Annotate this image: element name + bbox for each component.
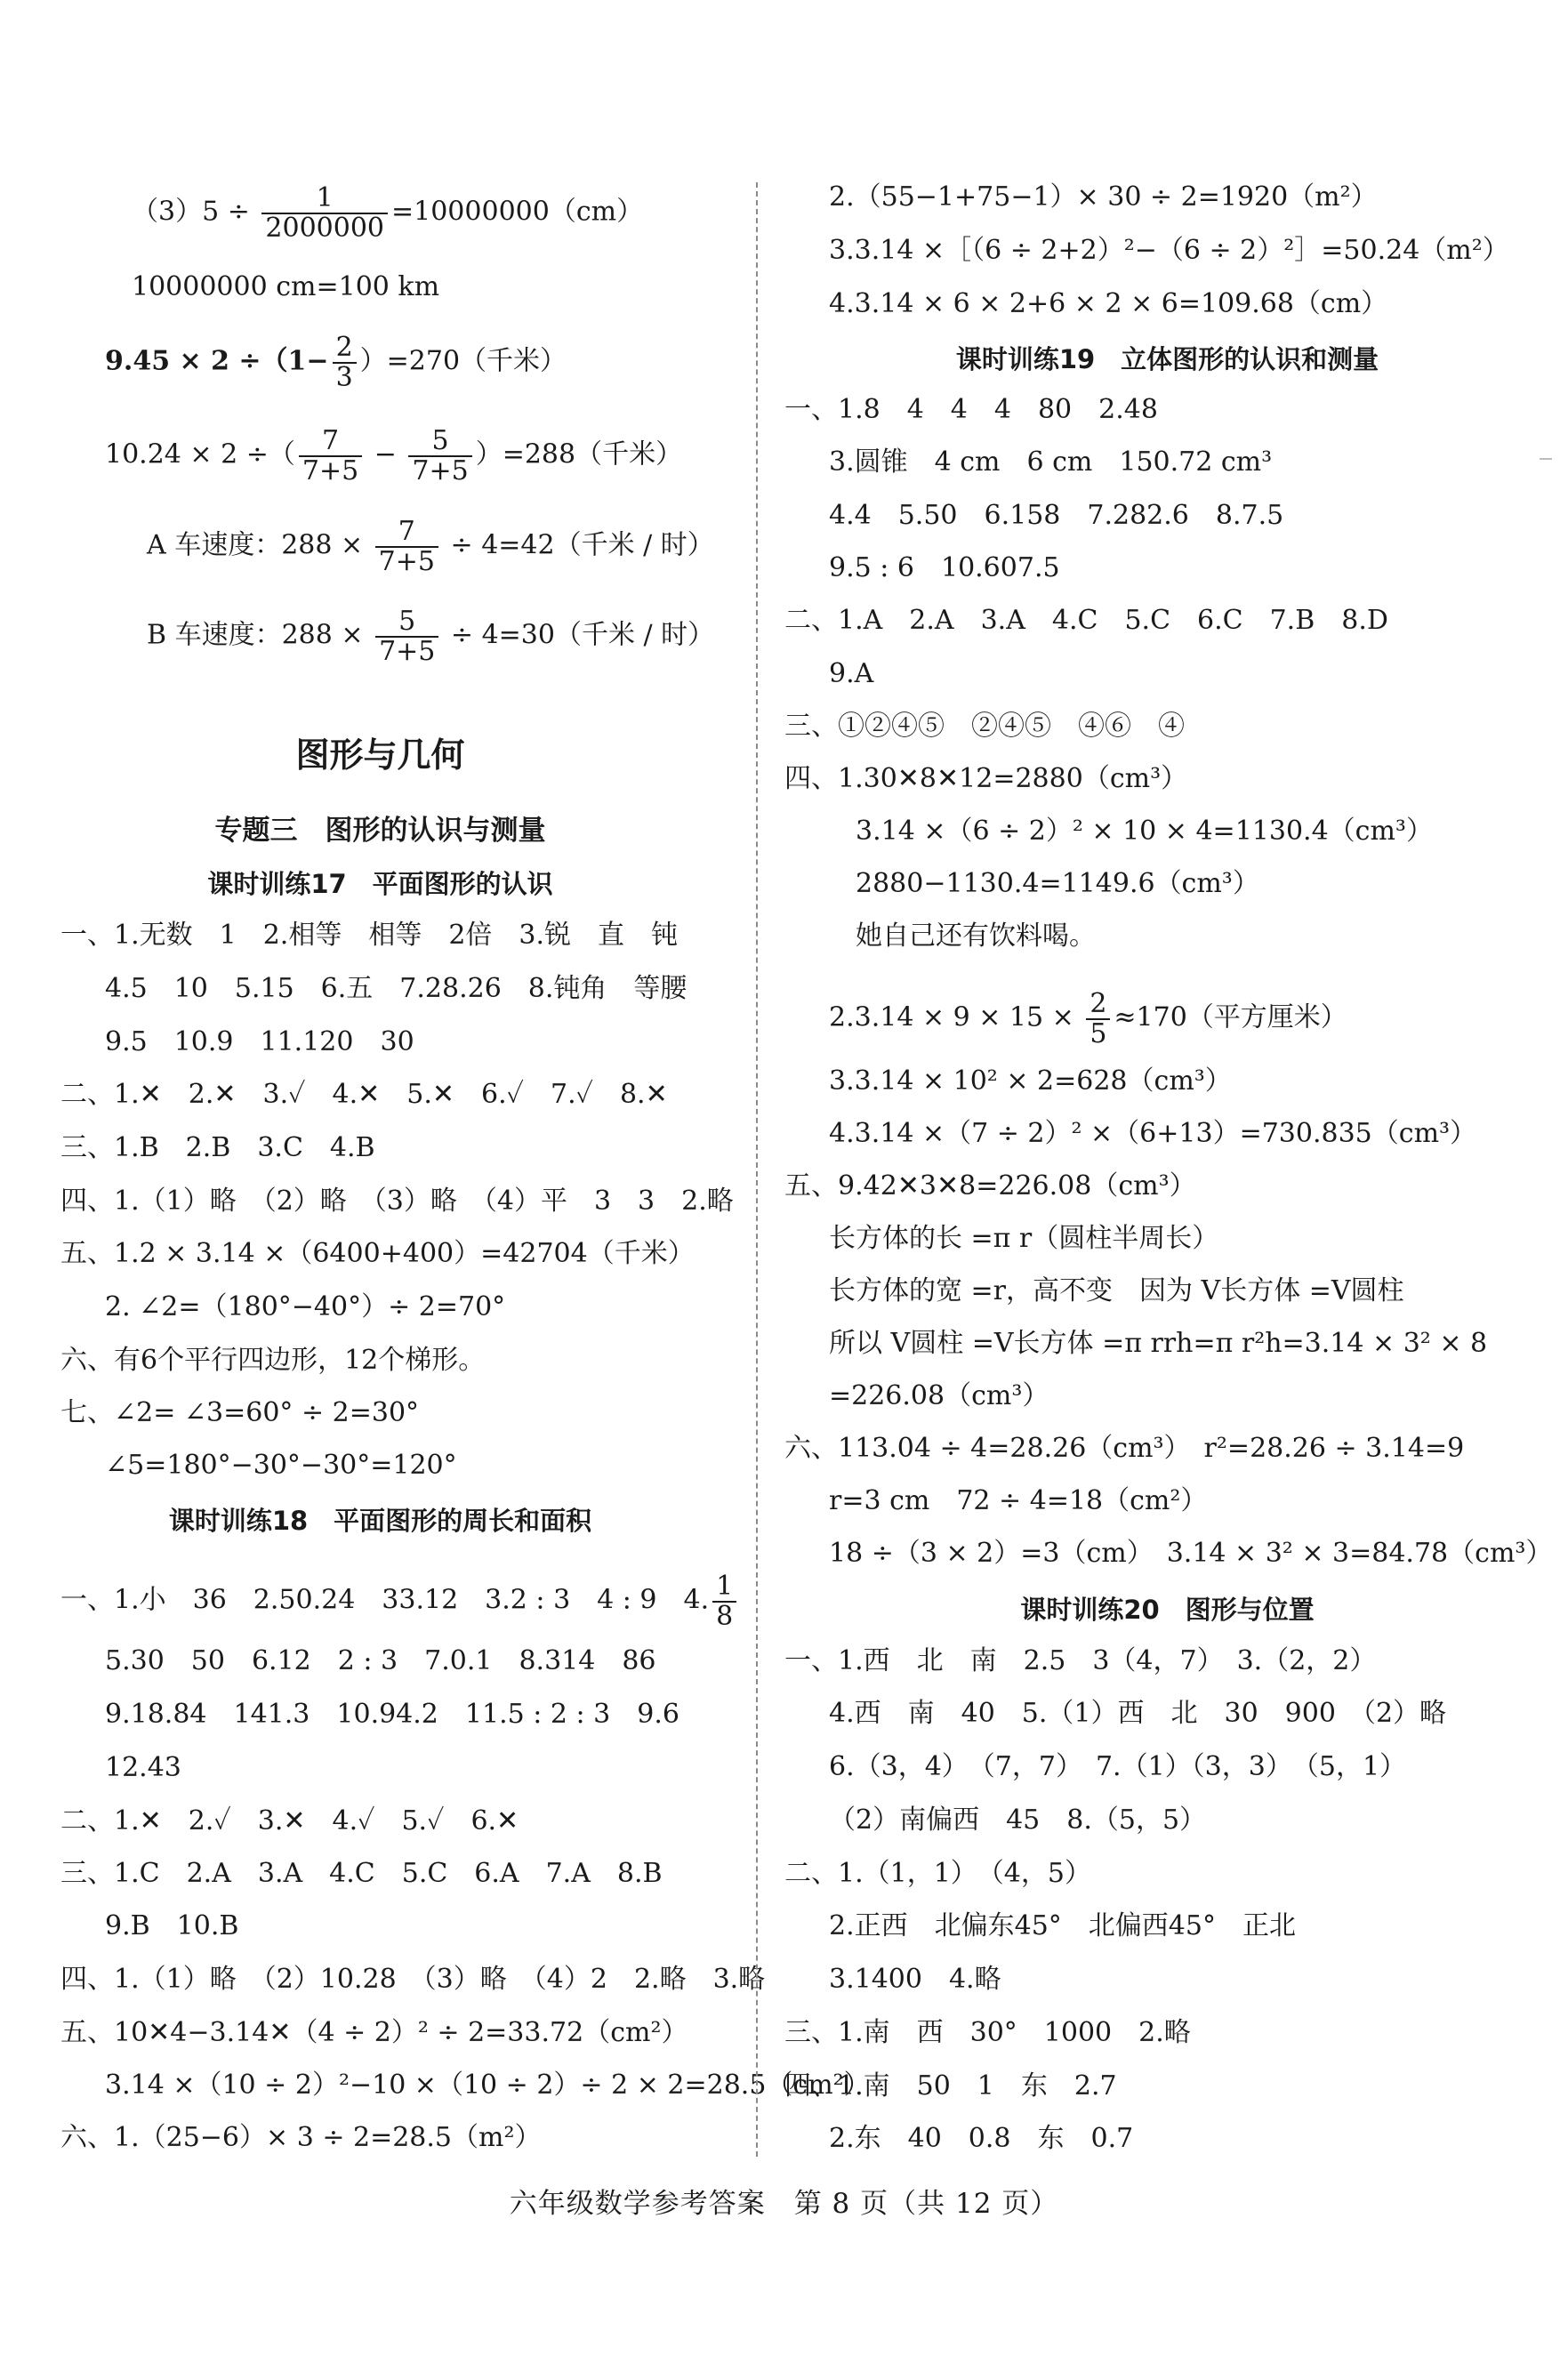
lesson-19-line: 3.14 ×（6 ÷ 2）² × 10 × 4=1130.4（cm³） bbox=[856, 816, 1433, 847]
lesson-18-line: 9.18.84 141.3 10.94.2 11.5 : 2 : 3 9.6 bbox=[105, 1699, 679, 1730]
lesson-19-fraction-prefix: 2.3.14 × 9 × 15 × bbox=[829, 1001, 1083, 1033]
lesson-18-line: 5.30 50 6.12 2 : 3 7.0.1 8.314 86 bbox=[105, 1645, 656, 1676]
lesson-18-line: 12.43 bbox=[105, 1752, 181, 1783]
lesson-17-line: ∠5=180°−30°−30°=120° bbox=[105, 1450, 457, 1481]
lesson-20-line: 2.正西 北偏东45° 北偏西45° 正北 bbox=[829, 1910, 1296, 1941]
answer-9-suffix: ）=270（千米） bbox=[359, 345, 567, 377]
lesson-17-line: 七、∠2= ∠3=60° ÷ 2=30° bbox=[60, 1397, 420, 1428]
lesson-18-title: 课时训练18 平面图形的周长和面积 bbox=[168, 1506, 592, 1536]
lesson-17-line: 四、1.（1）略 （2）略 （3）略 （4）平 3 3 2.略 bbox=[60, 1186, 734, 1217]
lesson-20-line: 一、1.西 北 南 2.5 3（4，7） 3.（2，2） bbox=[784, 1645, 1377, 1676]
page-footer: 六年级数学参考答案 第 8 页（共 12 页） bbox=[509, 2188, 1059, 2220]
lesson-17-line: 五、1.2 × 3.14 ×（6400+400）=42704（千米） bbox=[60, 1238, 695, 1269]
a-speed-prefix: A 车速度：288 × bbox=[147, 529, 372, 561]
lesson-19-line: 五、9.42✕3✕8=226.08（cm³） bbox=[784, 1170, 1196, 1202]
fraction: $\frac{7}{7+5}$ bbox=[299, 427, 362, 485]
lesson-19-line: 三、①②④⑤ ②④⑤ ④⑥ ④ bbox=[784, 711, 1185, 742]
b-speed-prefix: B 车速度：288 × bbox=[147, 619, 373, 651]
lesson-19-line: 4.4 5.50 6.158 7.282.6 8.7.5 bbox=[829, 500, 1284, 531]
scan-mark bbox=[1540, 458, 1552, 460]
topic-title: 专题三 图形的认识与测量 bbox=[214, 815, 546, 847]
lesson-17-line: 三、1.B 2.B 3.C 4.B bbox=[60, 1132, 375, 1163]
answer-10 bbox=[105, 427, 682, 485]
a-speed-suffix: ÷ 4=42（千米 / 时） bbox=[441, 529, 714, 561]
lesson-19-fraction-line bbox=[829, 990, 1347, 1048]
lesson-20-line: 3.1400 4.略 bbox=[829, 1964, 1001, 1995]
lesson-18-line: 3.14 ×（10 ÷ 2）²−10 ×（10 ÷ 2）÷ 2 × 2=28.5（cm²） bbox=[105, 2070, 871, 2101]
lesson-20-line: 6.（3，4） （7，7） 7.（1）（3，3） （5，1） bbox=[829, 1751, 1407, 1782]
lesson-20-line: 四、1.南 50 1 东 2.7 bbox=[784, 2070, 1117, 2102]
lesson-19-line: 4.3.14 ×（7 ÷ 2）² ×（6+13）=730.835（cm³） bbox=[829, 1118, 1477, 1149]
fraction: $\frac{5}{7+5}$ bbox=[375, 607, 438, 665]
lesson-19-line: r=3 cm 72 ÷ 4=18（cm²） bbox=[829, 1485, 1208, 1516]
right-column bbox=[767, 0, 1568, 2170]
lesson-19-line: 18 ÷（3 × 2）=3（cm） 3.14 × 3² × 3=84.78（cm³） bbox=[829, 1538, 1553, 1569]
lesson-19-fraction-suffix: ≈170（平方厘米） bbox=[1114, 1001, 1347, 1033]
answer-line: 4.3.14 × 6 × 2+6 × 2 × 6=109.68（cm） bbox=[829, 288, 1388, 319]
fraction: $\frac{1}{2000000}$ bbox=[261, 184, 388, 242]
column-divider bbox=[756, 182, 758, 2157]
lesson-17-line: 一、1.无数 1 2.相等 相等 2倍 3.锐 直 钝 bbox=[60, 920, 679, 951]
answer-line: 2.（55−1+75−1）× 30 ÷ 2=1920（m²） bbox=[829, 181, 1378, 213]
calc3-prefix: （3）5 ÷ bbox=[132, 196, 259, 228]
lesson-20-line: 三、1.南 西 30° 1000 2.略 bbox=[784, 2017, 1191, 2048]
lesson-18-line: 六、1.（25−6）× 3 ÷ 2=28.5（m²） bbox=[60, 2122, 542, 2153]
lesson-19-line: 3.3.14 × 10² × 2=628（cm³） bbox=[829, 1065, 1232, 1097]
lesson-19-line: 六、113.04 ÷ 4=28.26（cm³） r²=28.26 ÷ 3.14=9 bbox=[784, 1433, 1465, 1464]
lesson-20-line: 4.西 南 40 5.（1）西 北 30 900 （2）略 bbox=[829, 1698, 1447, 1729]
lesson-18-line bbox=[60, 1572, 740, 1630]
lesson-17-line: 六、有6个平行四边形，12个梯形。 bbox=[60, 1345, 486, 1376]
lesson-18-line: 三、1.C 2.A 3.A 4.C 5.C 6.A 7.A 8.B bbox=[60, 1858, 663, 1889]
fraction: $\frac{2}{3}$ bbox=[333, 334, 357, 391]
lesson-19-line: 二、1.A 2.A 3.A 4.C 5.C 6.C 7.B 8.D bbox=[784, 605, 1388, 636]
lesson-17-line: 2. ∠2=（180°−40°）÷ 2=70° bbox=[105, 1291, 506, 1322]
lesson-20-line: 2.东 40 0.8 东 0.7 bbox=[829, 2123, 1134, 2154]
unit-conversion-line: 10000000 cm=100 km bbox=[132, 271, 440, 302]
lesson-20-line: （2）南偏西 45 8.（5，5） bbox=[829, 1804, 1207, 1836]
calc3-suffix: =10000000（cm） bbox=[391, 196, 644, 228]
lesson-19-line: 长方体的宽 =r，高不变 因为 V长方体 =V圆柱 bbox=[829, 1275, 1404, 1306]
answer-10-prefix: 10.24 × 2 ÷（ bbox=[105, 438, 295, 470]
b-speed-suffix: ÷ 4=30（千米 / 时） bbox=[442, 619, 715, 651]
answer-10-suffix: ）=288（千米） bbox=[475, 438, 683, 470]
section-title: 图形与几何 bbox=[295, 735, 465, 775]
lesson-19-line: =226.08（cm³） bbox=[829, 1380, 1049, 1411]
lesson-19-line: 2880−1130.4=1149.6（cm³） bbox=[856, 868, 1259, 899]
lesson-19-line: 一、1.8 4 4 4 80 2.48 bbox=[784, 394, 1158, 425]
calc-line-3 bbox=[132, 184, 643, 242]
answer-9 bbox=[105, 334, 567, 391]
lesson-20-line: 二、1.（1，1） （4，5） bbox=[784, 1858, 1091, 1889]
lesson-19-title: 课时训练19 立体图形的认识和测量 bbox=[955, 344, 1379, 374]
lesson-19-line: 四、1.30✕8✕12=2880（cm³） bbox=[784, 763, 1188, 794]
lesson-19-line: 所以 V圆柱 =V长方体 =π rrh=π r²h=3.14 × 3² × 8 bbox=[829, 1328, 1488, 1359]
lesson-17-line: 9.5 10.9 11.120 30 bbox=[105, 1026, 414, 1057]
lesson-17-line: 4.5 10 5.15 6.五 7.28.26 8.钝角 等腰 bbox=[105, 973, 688, 1004]
lesson-18-line: 二、1.✕ 2.✓ 3.✕ 4.✓ 5.✓ 6.✕ bbox=[60, 1805, 519, 1837]
lesson-19-line: 长方体的长 =π r（圆柱半周长） bbox=[829, 1223, 1219, 1254]
lesson-19-line: 3.圆锥 4 cm 6 cm 150.72 cm³ bbox=[829, 446, 1273, 478]
b-car-speed bbox=[147, 607, 714, 665]
fraction: $\frac{7}{7+5}$ bbox=[375, 518, 438, 575]
lesson-20-title: 课时训练20 图形与位置 bbox=[1020, 1595, 1315, 1625]
answer-line: 3.3.14 ×［（6 ÷ 2+2）²−（6 ÷ 2）²］=50.24（m²） bbox=[829, 235, 1509, 266]
lesson-17-line: 二、1.✕ 2.✕ 3.✓ 4.✕ 5.✕ 6.✓ 7.✓ 8.✕ bbox=[60, 1079, 668, 1110]
lesson-19-line: 9.A bbox=[829, 658, 874, 689]
minus-sign: − bbox=[366, 438, 406, 470]
lesson-18-line: 五、10✕4−3.14✕（4 ÷ 2）² ÷ 2=33.72（cm²） bbox=[60, 2017, 688, 2048]
answer-9-prefix: 9.45 × 2 ÷（1− bbox=[105, 345, 329, 377]
lesson-18-line-text: 一、1.小 36 2.50.24 33.12 3.2 : 3 4 : 9 4. bbox=[60, 1584, 710, 1616]
fraction: $\frac{2}{5}$ bbox=[1086, 990, 1110, 1048]
lesson-18-line: 9.B 10.B bbox=[105, 1910, 239, 1941]
fraction: $\frac{5}{7+5}$ bbox=[408, 427, 471, 485]
lesson-19-line: 她自己还有饮料喝。 bbox=[856, 920, 1096, 952]
fraction: $\frac{1}{8}$ bbox=[712, 1572, 736, 1630]
a-car-speed bbox=[147, 518, 714, 575]
lesson-19-line: 9.5 : 6 10.607.5 bbox=[829, 552, 1060, 583]
lesson-18-line: 四、1.（1）略 （2）10.28 （3）略 （4）2 2.略 3.略 bbox=[60, 1964, 766, 1995]
lesson-17-title: 课时训练17 平面图形的认识 bbox=[207, 869, 553, 899]
